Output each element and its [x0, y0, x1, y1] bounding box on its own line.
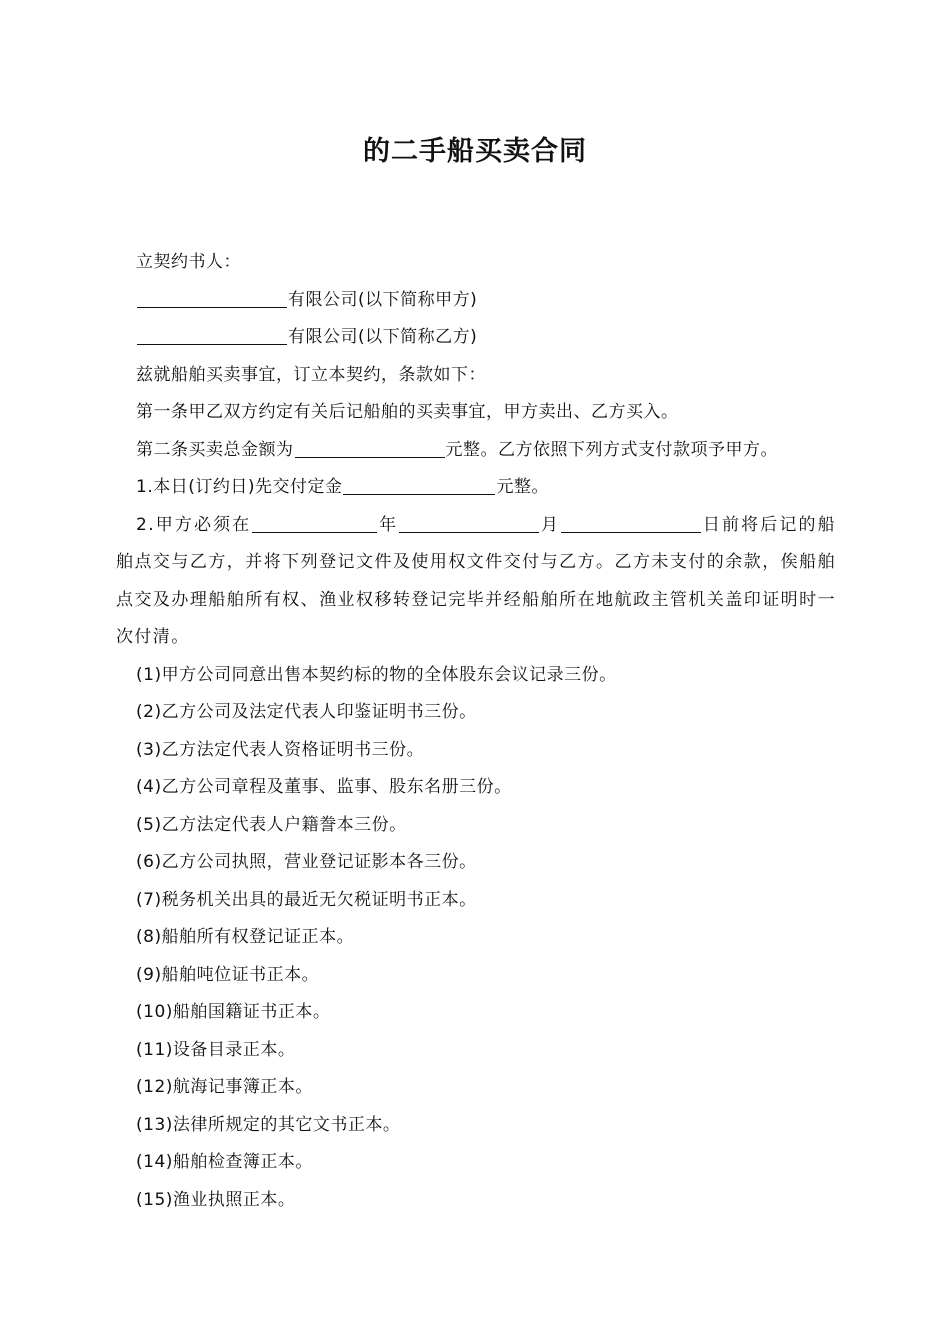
deposit-amount-blank	[343, 477, 495, 495]
item-2-prefix: 2.甲方必须在	[136, 514, 252, 535]
document-list-item: (3)乙方法定代表人资格证明书三份。	[136, 739, 425, 760]
item-2-year-label: 年	[378, 514, 399, 535]
party-a-name-blank	[137, 290, 287, 308]
document-list-item: (10)船舶国籍证书正本。	[136, 1002, 331, 1022]
document-list-item: (7)税务机关出具的最近无欠税证明书正本。	[136, 889, 477, 910]
article-1: 第一条甲乙双方约定有关后记船舶的买卖事宜，甲方卖出、乙方买入。	[136, 402, 679, 422]
item-1-prefix: 1.本日(订约日)先交付定金	[136, 477, 343, 497]
document-list-item: (9)船舶吨位证书正本。	[136, 964, 320, 985]
parties-intro: 立契约书人：	[136, 252, 241, 272]
article-2-prefix: 第二条买卖总金额为	[136, 439, 294, 460]
document-list-item: (2)乙方公司及法定代表人印鉴证明书三份。	[136, 702, 477, 722]
document-list-item: (14)船舶检查簿正本。	[136, 1152, 313, 1172]
document-list-item: (4)乙方公司章程及董事、监事、股东名册三份。	[136, 777, 512, 797]
document-list-item: (11)设备目录正本。	[136, 1039, 296, 1060]
document-list-item: (12)航海记事簿正本。	[136, 1077, 313, 1097]
document-list-item: (15)渔业执照正本。	[136, 1189, 296, 1210]
month-blank	[399, 515, 539, 533]
party-b-name-blank	[137, 327, 287, 345]
article-2	[116, 432, 836, 470]
year-blank	[252, 515, 377, 533]
payment-item-2	[116, 507, 836, 657]
document-list-item: (8)船舶所有权登记证正本。	[136, 927, 355, 947]
item-2-month-label: 月	[540, 514, 561, 535]
document-list-item: (5)乙方法定代表人户籍誊本三份。	[136, 814, 407, 835]
day-blank	[561, 515, 701, 533]
document-list-item: (13)法律所规定的其它文书正本。	[136, 1114, 401, 1135]
party-b-line	[116, 319, 836, 357]
document-list-item: (6)乙方公司执照，营业登记证影本各三份。	[136, 852, 477, 872]
item-2-rest: 日前将后记的船舶点交与乙方，并将下列登记文件及使用权文件交付与乙方。乙方未支付的余款，俟船舶点交及办理船舶所有权、渔业权移转登记完毕并经船舶所在地航政主管机关盖印证明时一次付清。	[116, 514, 836, 647]
total-amount-blank	[295, 440, 445, 458]
party-a-label: 有限公司(以下简称甲方)	[288, 289, 478, 310]
article-2-suffix: 元整。乙方依照下列方式支付款项予甲方。	[445, 439, 778, 460]
item-1-suffix: 元整。	[496, 477, 549, 497]
payment-item-1	[116, 469, 836, 507]
party-b-label: 有限公司(以下简称乙方)	[288, 327, 478, 347]
document-list-item: (1)甲方公司同意出售本契约标的物的全体股东会议记录三份。	[136, 664, 617, 685]
party-a-line	[116, 282, 836, 320]
document-body	[116, 244, 836, 1219]
document-title: 的二手船买卖合同	[363, 136, 587, 167]
preamble: 兹就船舶买卖事宜，订立本契约，条款如下：	[136, 364, 486, 385]
